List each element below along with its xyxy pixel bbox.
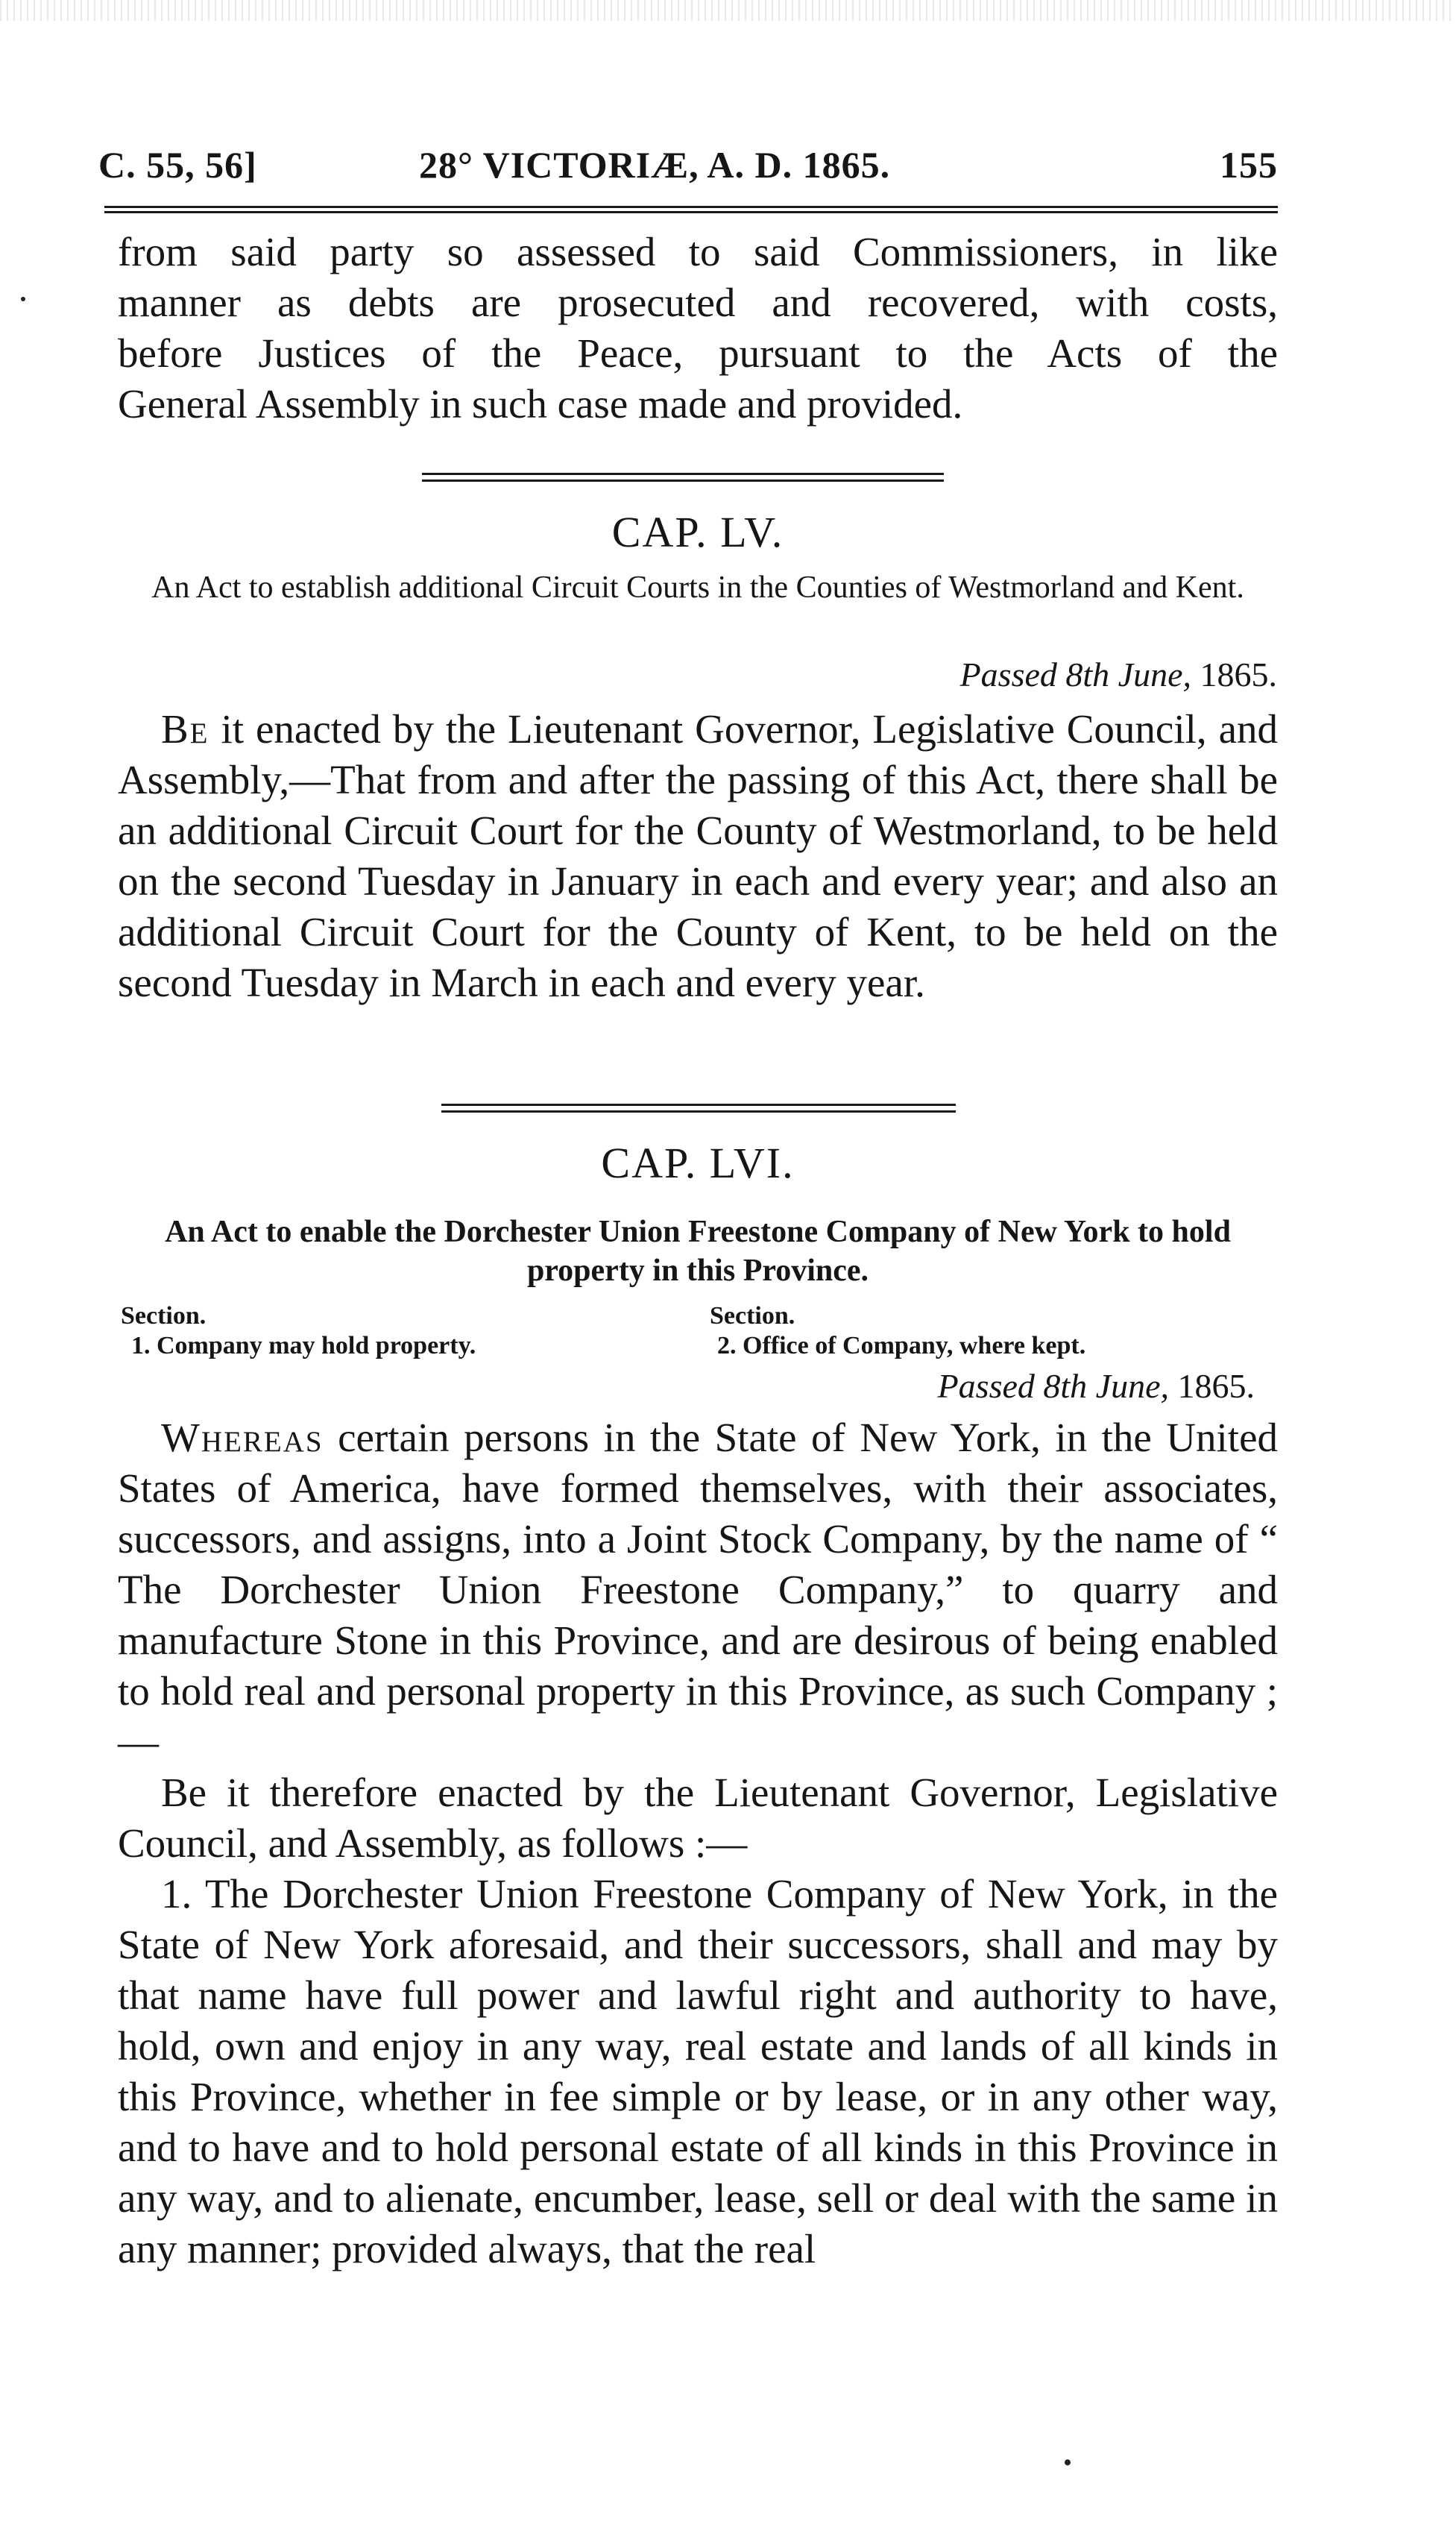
enactment-paragraph bbox=[118, 704, 1278, 1008]
section-left-item: 1. Company may hold property. bbox=[131, 1332, 476, 1359]
scan-speck bbox=[1065, 2459, 1071, 2465]
scan-speck bbox=[21, 297, 25, 301]
page-number: 155 bbox=[1220, 144, 1278, 186]
passed-label: Passed 8th June, bbox=[959, 655, 1191, 694]
passed-year: 1865. bbox=[1169, 1367, 1255, 1405]
enacting-clause: Be it therefore enacted by the Lieutenant Governor, Legislative Council, and Assembly, as follows :— bbox=[118, 1770, 1278, 1866]
section-separator bbox=[422, 473, 944, 482]
section-right-label: Section. bbox=[710, 1302, 795, 1330]
passed-date-lvi bbox=[938, 1366, 1255, 1406]
continuation-line: manner as debts are prosecuted and recovered, with costs, bbox=[118, 280, 1278, 325]
running-head bbox=[98, 143, 1278, 203]
section-left-label: Section. bbox=[121, 1302, 207, 1330]
chapter-heading-lvi: CAP. LVI. bbox=[601, 1139, 795, 1187]
whereas-word: Whereas bbox=[161, 1415, 324, 1460]
section-1-text: 1. The Dorchester Union Freestone Company of New York, in the State of New York aforesaid, and their successors, shall and may by that name have full power and lawful right and authority to have, hold, own and enjoy in any way, real estate and lands of all kinds in this Province, whether in fee simple or by lease, or in any other way, and to have and to hold personal estate of all kinds in this Province in any way, and to alienate, encumber, lease, sell or deal with the same in any manner; provided always, that the real bbox=[118, 1871, 1278, 2271]
continuation-line: before Justices of the Peace, pursuant to the Acts of the bbox=[118, 330, 1278, 376]
chapter-heading-lv: CAP. LV. bbox=[611, 508, 784, 556]
passed-date-lv bbox=[960, 655, 1277, 694]
running-head-chapters: C. 55, 56] bbox=[98, 144, 257, 186]
enact-word: Be bbox=[161, 706, 209, 752]
passed-label: Passed 8th June, bbox=[937, 1367, 1169, 1405]
scan-edge-noise bbox=[0, 0, 1456, 21]
preamble-lvi bbox=[118, 1412, 1278, 2274]
preamble-paragraph bbox=[118, 1412, 1278, 1767]
act-title-lvi: An Act to enable the Dorchester Union Freestone Company of New York to hold property in this Province. bbox=[165, 1215, 1231, 1288]
continuation-line: General Assembly in such case made and provided. bbox=[118, 381, 963, 427]
passed-year: 1865. bbox=[1191, 655, 1277, 694]
continuation-line: from said party so assessed to said Commissioners, in like bbox=[118, 229, 1278, 274]
section-separator bbox=[441, 1104, 956, 1113]
header-rule bbox=[104, 206, 1278, 213]
section-right-item: 2. Office of Company, where kept. bbox=[717, 1332, 1086, 1359]
enactment-lv bbox=[118, 704, 1278, 1008]
act-title-lv: An Act to establish additional Circuit Courts in the Counties of Westmorland and Kent. bbox=[151, 570, 1244, 605]
continuation-text bbox=[118, 227, 1278, 430]
running-head-title: 28° VICTORIÆ, A. D. 1865. bbox=[419, 144, 891, 186]
preamble-text: certain persons in the State of New York, in the United States of America, have formed themselves, with their associates, successors, and assigns, into a Joint Stock Company, by the name of “ The Dorchester Union Freestone Company,” to quarry and manufacture Stone in this Province, and are desirous of being enabled to hold real and personal property in this Province, as such Company ;— bbox=[118, 1415, 1278, 1764]
enactment-text: it enacted by the Lieutenant Governor, Legislative Council, and Assembly,—That from and after the passing of this Act, there shall be an additional Circuit Court for the County of Westmorland, to be held on the second Tuesday in January in each and every year; and also an additional Circuit Court for the County of Kent, to be held on the second Tuesday in March in each and every year. bbox=[118, 706, 1278, 1005]
